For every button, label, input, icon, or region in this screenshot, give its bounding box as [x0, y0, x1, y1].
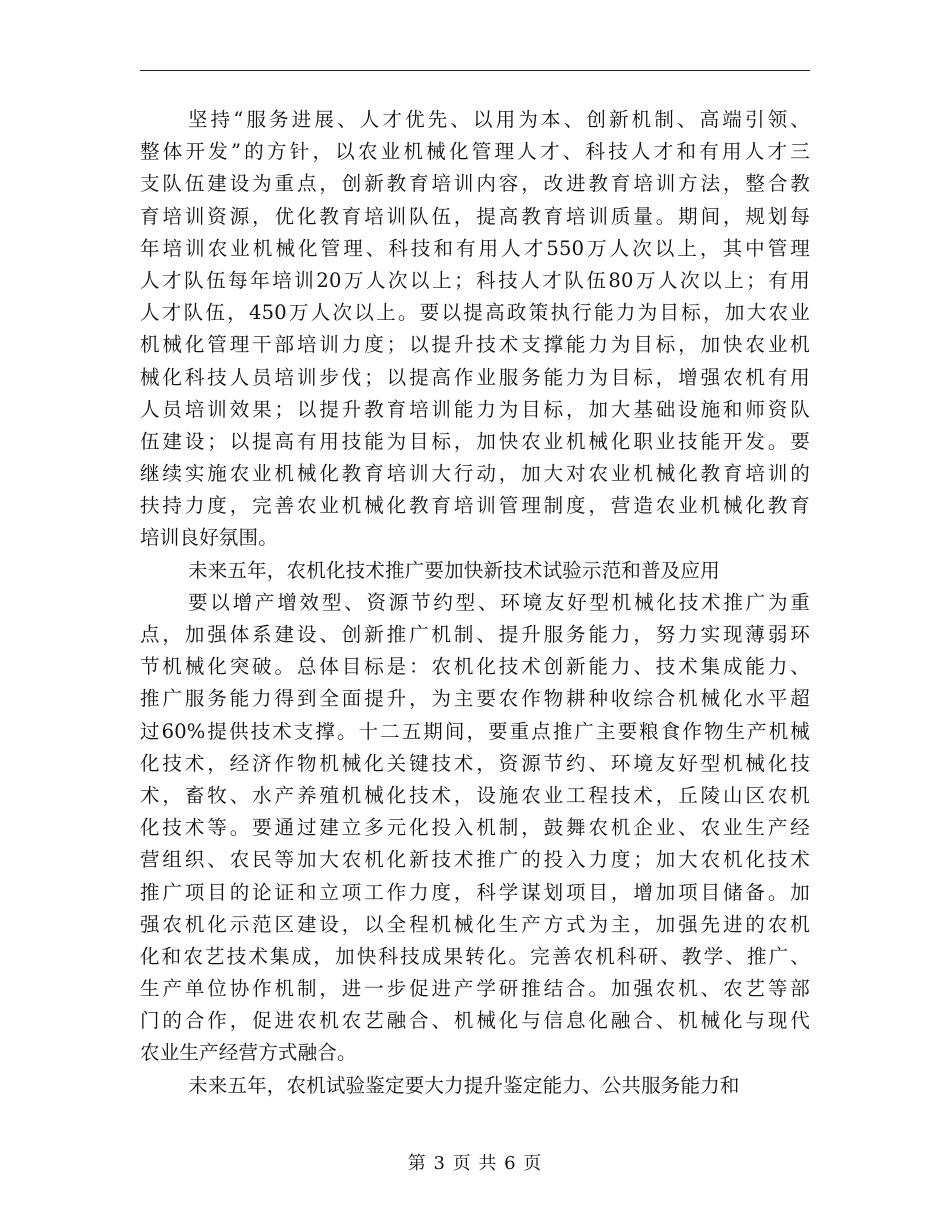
text-line: 人员培训效果；以提升教育培训能力为目标，加大基础设施和师资队 — [140, 397, 810, 421]
text-line: 人才队伍每年培训20万人次以上；科技人才队伍80万人次以上；有用 — [140, 268, 810, 292]
text-line: 培训良好氛围。 — [140, 526, 278, 550]
text-line: 点，加强体系建设、创新推广机制、提升服务能力，努力实现薄弱环 — [140, 623, 810, 646]
text-line: 化技术等。要通过建立多元化投入机制，鼓舞农机企业、农业生产经 — [140, 816, 810, 840]
text-line: 整体开发”的方针，以农业机械化管理人才、科技人才和有用人才三 — [140, 140, 810, 164]
text-line: 化和农艺技术集成，加快科技成果转化。完善农机科研、教学、推广、 — [140, 944, 810, 968]
text-line: 要以增产增效型、资源节约型、环境友好型机械化技术推广为重 — [188, 590, 810, 614]
text-line: 生产单位协作机制，进一步促进产学研推结合。加强农机、农艺等部 — [140, 977, 810, 1001]
text-line: 推广项目的论证和立项工作力度，科学谋划项目，增加项目储备。加 — [140, 880, 810, 904]
text-line: 农业生产经营方式融合。 — [140, 1041, 357, 1065]
text-line: 支队伍建设为重点，创新教育培训内容，改进教育培训方法，整合教 — [140, 172, 810, 196]
text-line: 继续实施农业机械化教育培训大行动，加大对农业机械化教育培训的 — [140, 462, 810, 486]
text-line: 机械化管理干部培训力度；以提升技术支撑能力为目标，加快农业机 — [140, 333, 810, 357]
body-text — [140, 104, 810, 1102]
text-line: 未来五年，农机化技术推广要加快新技术试验示范和普及应用 — [188, 558, 720, 582]
text-line: 械化科技人员培训步伐；以提高作业服务能力为目标，增强农机有用 — [140, 365, 810, 389]
text-line: 推广服务能力得到全面提升，为主要农作物耕种收综合机械化水平超 — [140, 687, 810, 711]
text-line: 过60%提供技术支撑。十二五期间，要重点推广主要粮食作物生产机械 — [140, 719, 810, 743]
page-footer: 第 3 页 共 6 页 — [407, 1153, 543, 1174]
text-line: 强农机化示范区建设，以全程机械化生产方式为主，加强先进的农机 — [140, 912, 810, 936]
header-rule — [140, 70, 810, 71]
text-line: 伍建设；以提高有用技能为目标，加快农业机械化职业技能开发。要 — [140, 429, 810, 453]
text-line: 术，畜牧、水产养殖机械化技术，设施农业工程技术，丘陵山区农机 — [140, 783, 810, 807]
text-line: 未来五年，农机试验鉴定要大力提升鉴定能力、公共服务能力和 — [188, 1073, 740, 1097]
text-line: 坚持“服务进展、人才优先、以用为本、创新机制、高端引领、 — [188, 108, 810, 131]
text-line: 节机械化突破。总体目标是：农机化技术创新能力、技术集成能力、 — [140, 655, 810, 679]
text-line: 人才队伍，450万人次以上。要以提高政策执行能力为目标，加大农业 — [140, 301, 810, 325]
text-line: 年培训农业机械化管理、科技和有用人才550万人次以上，其中管理 — [140, 236, 810, 260]
text-line: 营组织、农民等加大农机化新技术推广的投入力度；加大农机化技术 — [140, 848, 810, 872]
text-line: 化技术，经济作物机械化关键技术，资源节约、环境友好型机械化技 — [140, 751, 810, 775]
text-line: 育培训资源，优化教育培训队伍，提高教育培训质量。期间，规划每 — [140, 204, 810, 228]
text-line: 扶持力度，完善农业机械化教育培训管理制度，营造农业机械化教育 — [140, 494, 810, 518]
text-line: 门的合作，促进农机农艺融合、机械化与信息化融合、机械化与现代 — [140, 1009, 810, 1033]
